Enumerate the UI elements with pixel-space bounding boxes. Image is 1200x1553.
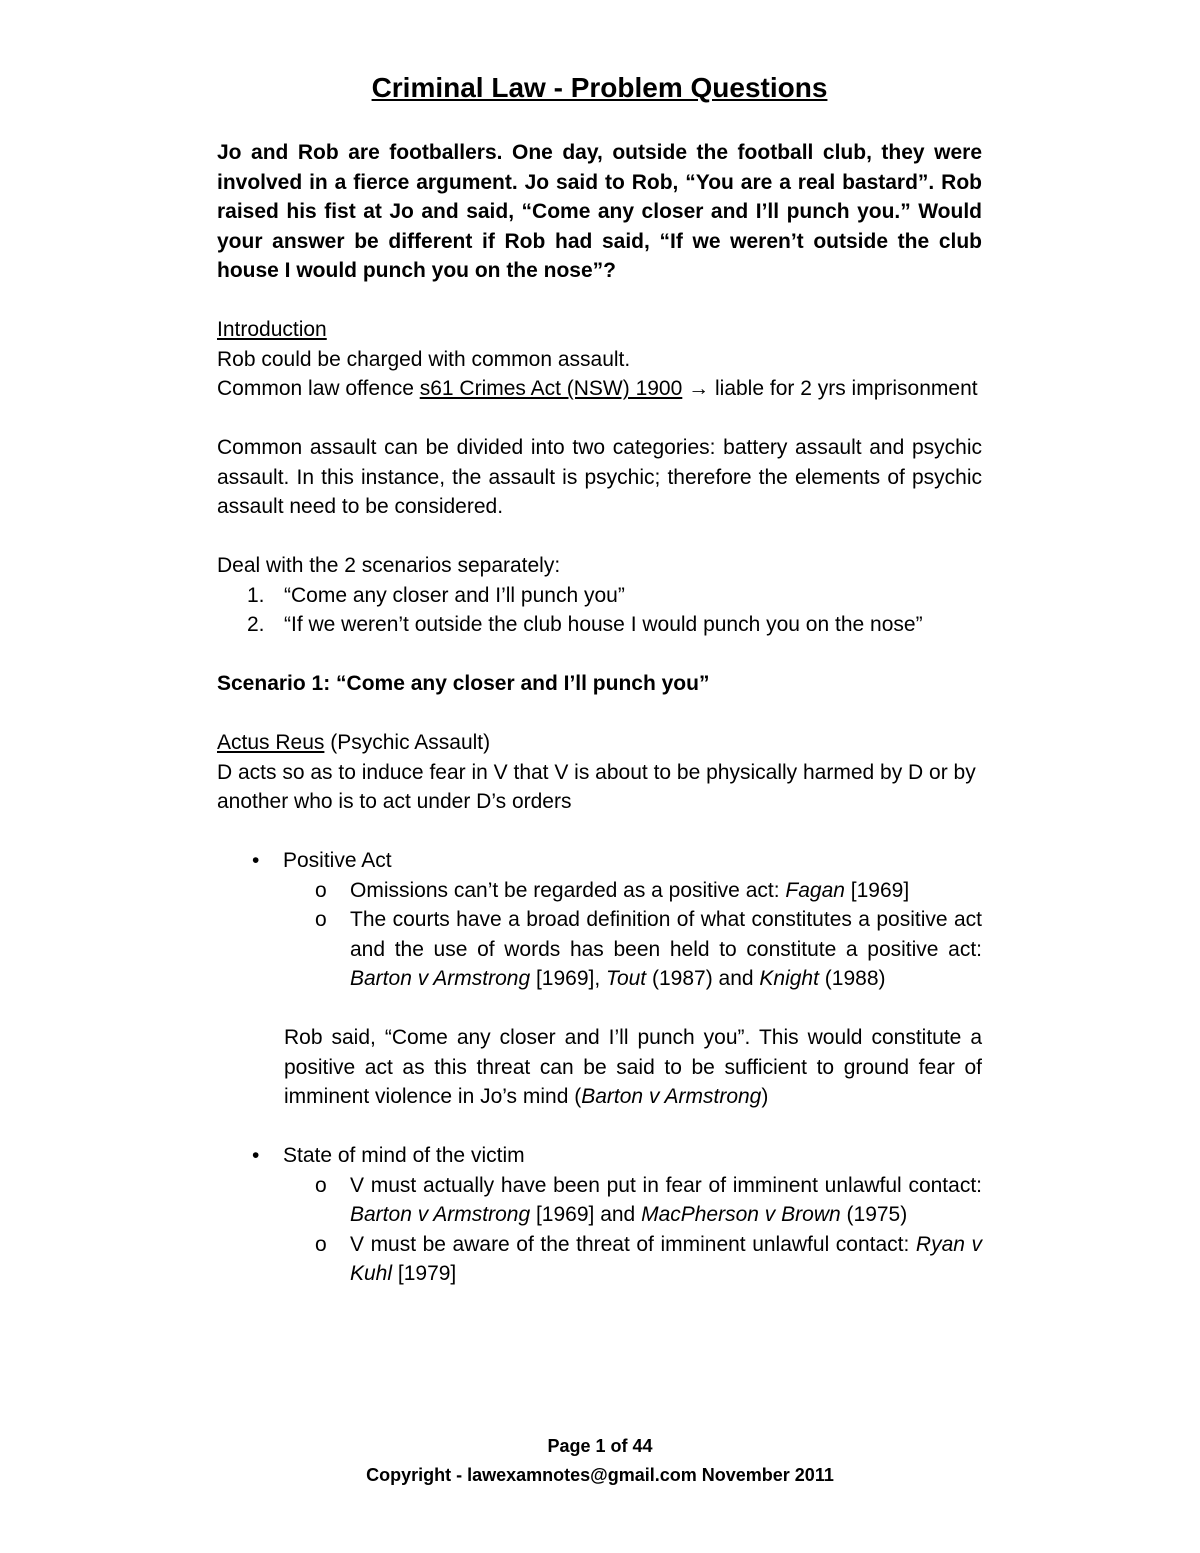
bullet-icon: • xyxy=(252,1144,260,1167)
bullet-icon: • xyxy=(252,849,260,872)
page-number: Page 1 of 44 xyxy=(547,1436,653,1456)
circle-bullet-icon: o xyxy=(315,1232,327,1256)
circle-bullet-icon: o xyxy=(315,908,327,931)
statute-reference: s61 Crimes Act (NSW) 1900 xyxy=(419,377,683,400)
sub-bullet: o V must be aware of the threat of imminent unlawful contact: Ryan v Kuhl [1979] xyxy=(315,1230,982,1289)
intro-line-2 xyxy=(217,374,982,404)
bullet-state-of-mind: • State of mind of the victim xyxy=(252,1141,982,1171)
sub-bullet: o V must actually have been put in fear of imminent unlawful contact: Barton v Armstrong [1969] and MacPherson v Brown (1975) xyxy=(315,1171,982,1230)
intro-line-2-post: liable for 2 yrs imprisonment xyxy=(714,377,978,400)
circle-bullet-icon: o xyxy=(315,878,327,902)
actus-reus-heading: Actus Reus (Psychic Assault) xyxy=(217,731,491,754)
introduction-heading: Introduction xyxy=(217,318,327,341)
actus-reus-definition: D acts so as to induce fear in V that V is about to be physically harmed by D or by another who is to act under D’s orders xyxy=(217,760,976,813)
deal-line: Deal with the 2 scenarios separately: xyxy=(217,554,561,577)
sub-bullet: o Omissions can’t be regarded as a positive act: Fagan [1969] xyxy=(315,876,982,906)
intro-line-2-pre: Common law offence xyxy=(217,377,414,400)
arrow-icon: → xyxy=(688,377,710,400)
positive-act-analysis: Rob said, “Come any closer and I’ll punch you”. This would constitute a positive act as this threat can be said to be sufficient to ground fear of imminent violence in Jo’s mind (Barton v Armstrong) xyxy=(284,1026,982,1108)
problem-question: Jo and Rob are footballers. One day, outside the football club, they were involved in a fierce argument. Jo said to Rob, “You are a real bastard”. Rob raised his fist at Jo and said, “Come any closer and I’ll punch you.” Would your answer be different if Rob had said, “If we weren’t outside the club house I would punch you on the nose”? xyxy=(217,141,982,282)
circle-bullet-icon: o xyxy=(315,1173,327,1197)
intro-paragraph: Common assault can be divided into two categories: battery assault and psychic assault. In this instance, the assault is psychic; therefore the elements of psychic assault need to be considered. xyxy=(217,436,982,518)
bullet-positive-act: • Positive Act xyxy=(252,846,982,876)
list-item: 1. “Come any closer and I’ll punch you” xyxy=(247,583,625,607)
intro-line-1: Rob could be charged with common assault. xyxy=(217,347,631,371)
document-body xyxy=(217,70,982,1289)
page-title: Criminal Law - Problem Questions xyxy=(371,72,828,103)
sub-bullet: o The courts have a broad definition of what constitutes a positive act and the use of words has been held to constitute a positive act: Barton v Armstrong [1969], Tout (1987) and Knight (1988) xyxy=(315,905,982,994)
scenario-1-heading: Scenario 1: “Come any closer and I’ll punch you” xyxy=(217,672,710,695)
copyright-line: Copyright - lawexamnotes@gmail.com November 2011 xyxy=(366,1465,834,1485)
list-item: 2. “If we weren’t outside the club house I would punch you on the nose” xyxy=(247,613,923,636)
